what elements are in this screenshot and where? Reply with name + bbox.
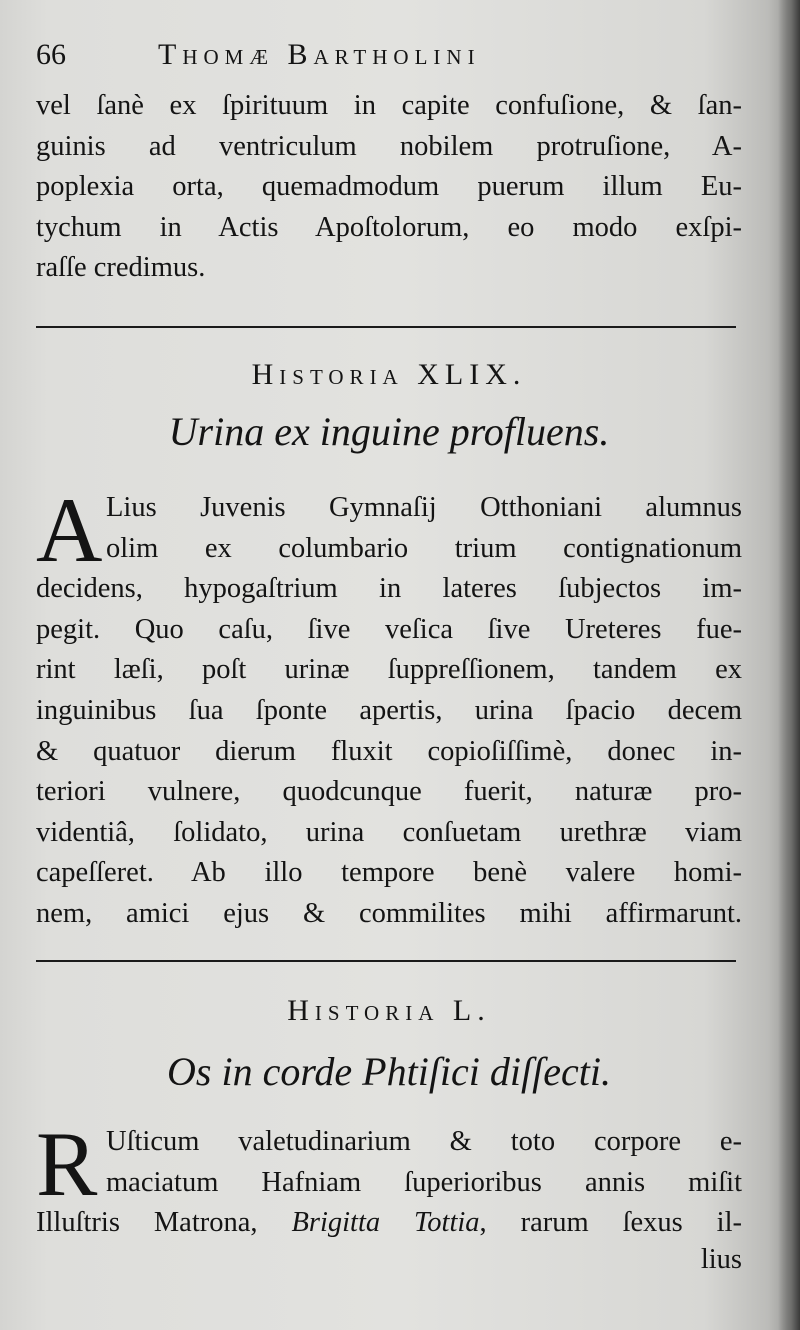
text-line: olim ex columbario trium contignationum (106, 532, 742, 564)
text-line: guinis ad ventriculum nobilem protruſione, A- (36, 130, 742, 162)
historia-49-dropcap: A (36, 479, 103, 581)
text-line: Uſticum valetudinarium & toto corpore e- (106, 1126, 742, 1157)
text-run: , rarum ſexus il- (479, 1207, 742, 1239)
text-line: inguinibus ſua ſponte apertis, urina ſpacio decem (36, 694, 742, 726)
page-gutter-shadow (778, 0, 800, 1330)
text-line: capeſſeret. Ab illo tempore benè valere homi- (36, 857, 742, 889)
text-line: poplexia orta, quemadmodum puerum illum Eu- (36, 171, 742, 203)
running-head (36, 38, 742, 78)
historia-50-paragraph (36, 1113, 742, 1244)
historia-50-subtitle: Os in corde Phtiſici diſſecti. (167, 1049, 611, 1094)
text-line: teriori vulnere, quodcunque fuerit, naturæ pro- (36, 776, 742, 808)
text-line (36, 1203, 742, 1244)
historia-49-subtitle: Urina ex inguine profluens. (168, 409, 610, 454)
continuation-paragraph (36, 86, 742, 289)
text-line: pegit. Quo caſu, ſive veſica ſive Ureteres fue- (36, 613, 742, 645)
historia-49-heading: Historia XLIX. (251, 358, 527, 391)
page-number: 66 (36, 38, 66, 71)
historia-50-dropcap: R (36, 1113, 98, 1215)
text-line: raſſe credimus. (36, 252, 206, 284)
text-run: Illuſtris Matrona, (36, 1207, 292, 1239)
text-line: & quatuor dierum fluxit copioſiſſimè, donec in- (36, 735, 742, 767)
section-divider (36, 326, 736, 328)
text-line: decidens, hypogaſtrium in lateres ſubjectos im- (36, 573, 742, 605)
catchword: lius (700, 1244, 742, 1275)
running-title: Thomæ Bartholini (158, 38, 481, 71)
text-line: rint læſi, poſt urinæ ſuppreſſionem, tandem ex (36, 654, 742, 686)
section-divider (36, 960, 736, 962)
text-line: videntiâ, ſolidato, urina conſuetam urethræ viam (36, 816, 742, 848)
text-line: nem, amici ejus & commilites mihi affirmarunt. (36, 897, 742, 929)
historia-49-paragraph (36, 479, 742, 935)
text-line: Lius Juvenis Gymnaſij Otthoniani alumnus (106, 492, 742, 523)
text-line: vel ſanè ex ſpirituum in capite confuſione, & ſan- (36, 90, 742, 121)
text-line: tychum in Actis Apoſtolorum, eo modo exſpi- (36, 211, 742, 243)
text-line: maciatum Hafniam ſuperioribus annis miſit (106, 1166, 742, 1198)
person-name: Brigitta Tottia (291, 1207, 480, 1239)
historia-50-heading: Historia L. (287, 994, 491, 1027)
